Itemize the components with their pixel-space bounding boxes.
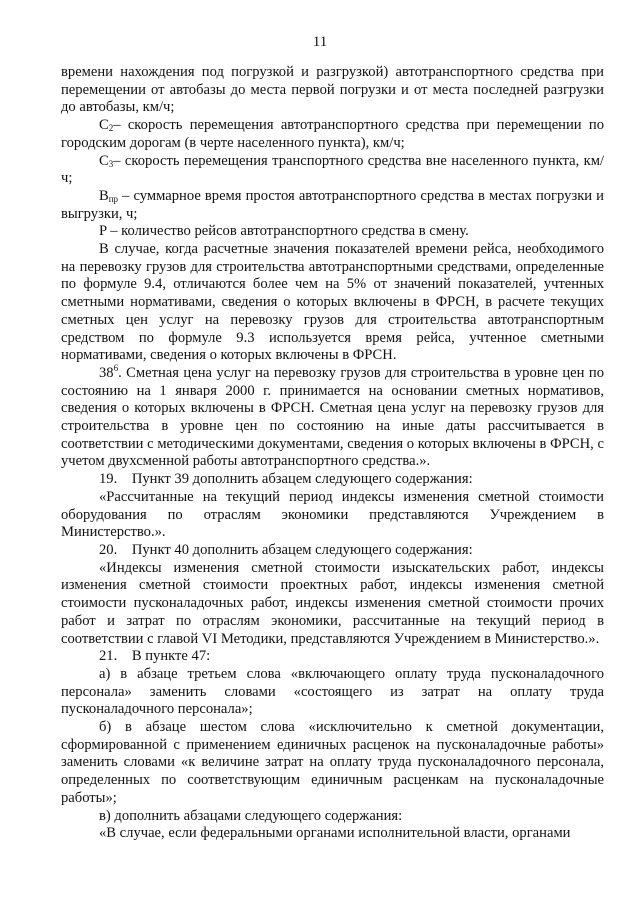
- variable-c2-definition: [61, 117, 604, 152]
- variable-symbol: C: [99, 117, 109, 134]
- variable-description: – суммарное время простоя автотранспортного средства в местах погрузки и выгрузки, ч;: [61, 187, 604, 222]
- variable-c3-definition: [61, 153, 604, 188]
- item-19: 19. Пункт 39 дополнить абзацем следующего содержания:: [99, 471, 473, 488]
- variable-bpr-definition: [61, 188, 604, 223]
- page-number: 11: [312, 34, 328, 50]
- item-21: 21. В пункте 47:: [99, 648, 211, 665]
- variable-subscript: 2: [108, 123, 114, 134]
- variable-p-definition: P – количество рейсов автотранспортного средства в смену.: [99, 223, 469, 240]
- item-21-v-quote: «В случае, если федеральными органами исполнительной власти, органами: [99, 825, 571, 842]
- paragraph-continued: времени нахождения под погрузкой и разгрузкой) автотранспортного средства при перемещении от автобазы до места первой погрузки и от места последней разгрузки до автобазы, км/ч;: [61, 64, 604, 116]
- variable-symbol: B: [99, 187, 109, 204]
- variable-subscript: 3: [108, 158, 114, 169]
- paragraph-superscript: 6: [113, 362, 119, 373]
- paragraph-number: 38: [99, 364, 114, 381]
- variable-description: – скорость перемещения автотранспортного средства при перемещении по городским дорогам (в черте населенного пункта), км/ч;: [61, 117, 604, 151]
- item-19-quote: «Рассчитанные на текущий период индексы изменения сметной стоимости оборудования по отраслям экономики представляются Учреждением в Министерство.».: [61, 488, 604, 541]
- item-21-a: а) в абзаце третьем слова «включающего оплату труда пусконаладочного персонала» заменить словами «состоящего из затрат на оплату труда пусконаладочного персонала»;: [61, 665, 604, 718]
- paragraph-case: В случае, когда расчетные значения показателей времени рейса, необходимого на перевозку грузов для строительства автотранспортными средствами, определенные по формуле 9.4, отличаются более чем на 5% от значений показателей, учтенных сметными нормативами, сведения о которых включены в ФРСН, в расчете текущих сметных цен услуг на перевозку грузов для строительства автотранспортным средством по формуле 9.3 используется время рейса, учтенное сметными нормативами, сведения о которых включены в ФРСН.: [61, 241, 604, 364]
- variable-subscript: пр: [108, 193, 119, 204]
- paragraph-38-6: [61, 362, 604, 471]
- item-20: 20. Пункт 40 дополнить абзацем следующего содержания:: [99, 541, 473, 558]
- variable-description: – скорость перемещения транспортного средства вне населенного пункта, км/ч;: [61, 152, 604, 187]
- document-body: [61, 64, 604, 843]
- paragraph-text: . Сметная цена услуг на перевозку грузов для строительства в уровне цен по состоянию на 1 января 2000 г. принимается на основании сметных нормативов, сведения о которых включены в ФРСН. Сметная цена услуг на перевозку грузов для строительства в уровне цен по состоянию на иные даты рассчитывается в соответствии с методическими документами, сведения о которых включены в ФРСН, с учетом двухсменной работы автотранспортного средства.».: [61, 364, 604, 470]
- variable-symbol: C: [99, 152, 109, 169]
- item-21-b: б) в абзаце шестом слова «исключительно к сметной документации, сформированной с применением единичных расценок на пусконаладочные работы» заменить словами «к величине затрат на оплату труда пусконаладочного персонала, определенных по соответствующим единичным расценкам на пусконаладочные работы»;: [61, 719, 604, 806]
- item-21-v: в) дополнить абзацами следующего содержания:: [99, 807, 403, 824]
- item-20-quote: «Индексы изменения сметной стоимости изыскательских работ, индексы изменения сметной стоимости проектных работ, индексы изменения сметной стоимости пусконаладочных работ, индексы изменения сметной стоимости прочих работ и затрат по отраслям экономики, рассчитанные на текущий период в соответствии с главой VI Методики, представляются Учреждением в Министерство.».: [61, 559, 604, 647]
